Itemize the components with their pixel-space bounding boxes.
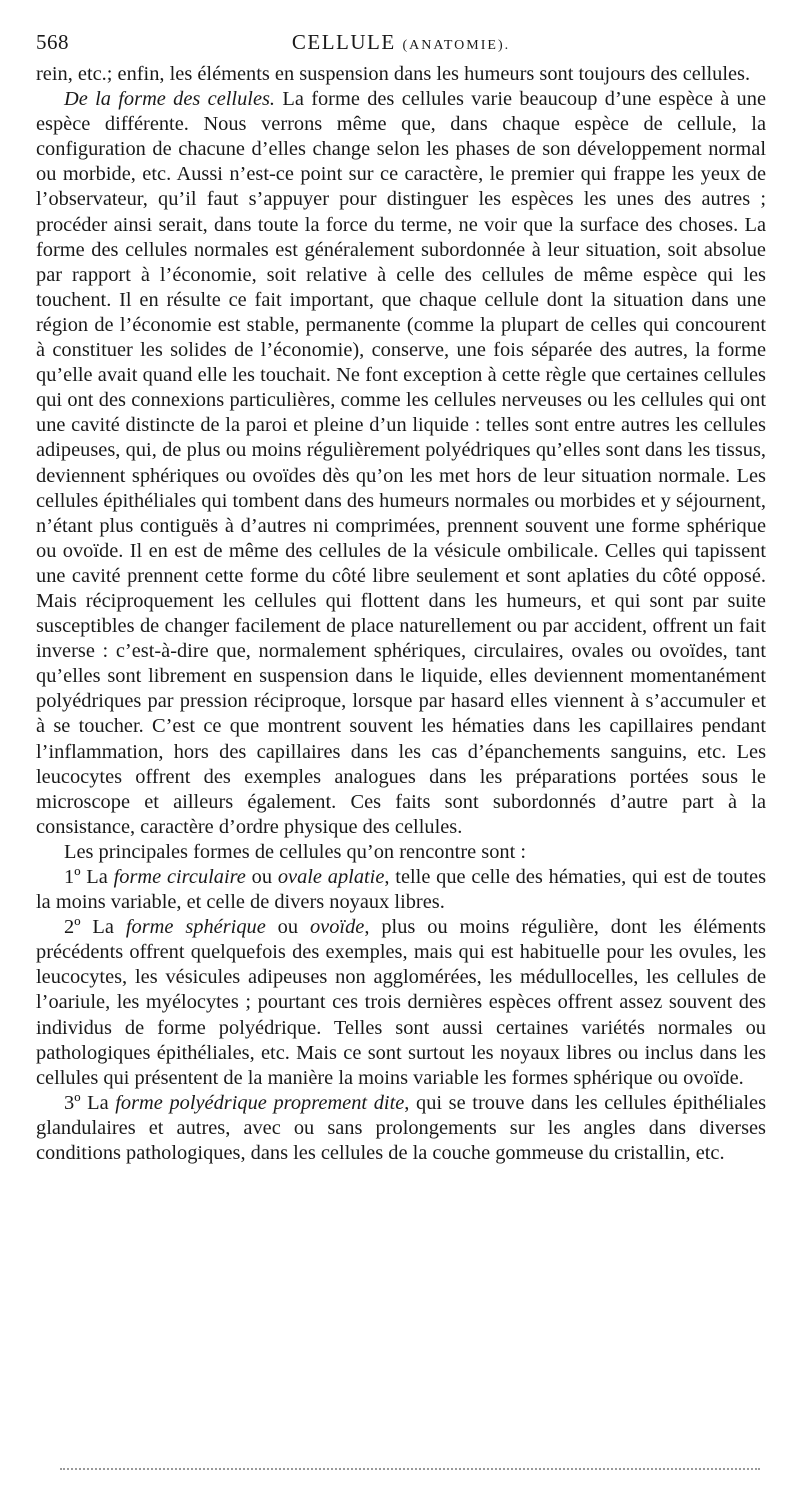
paragraph-list-intro: Les principales formes de cellules qu’on rencontre sont : [64, 840, 527, 863]
body-text [36, 62, 766, 1166]
list-number: 2º La [64, 916, 126, 939]
running-title [36, 30, 766, 55]
term: forme sphérique [125, 916, 266, 939]
term: ovale aplatie [277, 866, 385, 888]
running-header [36, 30, 766, 58]
term: forme circulaire [113, 866, 246, 888]
list-number: 3º La [64, 1091, 116, 1114]
list-item-spherical-form [36, 915, 766, 1091]
paragraph-text: La forme des cellules varie beaucoup d’une espèce à une espèce différente. Nous verrons même que, dans chaque espèce de cellule, la configuration de chacune d’elles change selon les phases de son développement normal ou morbide, etc. Aussi n’est-ce point sur ce caractère, le premier qui frappe les yeux de l’observateur, qu’il faut s’appuyer pour distinguer les espèces les unes des autres ; procéder ainsi serait, dans toute la force du terme, ne voir que la surface des choses. La forme des cellules normales est généralement subordonnée à leur situation, soit absolue par rapport à l’économie, soit relative à celle des cellules de même espèce qui les touchent. Il en résulte ce fait important, que chaque cellule dont la situation dans une région de l’économie est stable, permanente (comme la plupart de celles qui concourent à constituer les solides de l’économie), conserve, une fois séparée des autres, la forme qu’elle avait quand elle les touchait. Ne font exception à cette règle que certaines cellules qui ont des connexions particulières, comme les cellules nerveuses ou les cellules qui ont une cavité distincte de la paroi et pleine d’un liquide : telles sont entre autres les cellules adipeuses, qui, de plus ou moins régulièrement polyédriques qu’elles sont dans les tissus, deviennent sphériques ou ovoïdes dès qu’on les met hors de leur situation normale. Les cellules épithéliales qui tombent dans des humeurs normales ou morbides et y séjournent, n’étant plus contiguës à d’autres ni comprimées, prennent souvent une forme sphérique ou ovoïde. Il en est de même des cellules de la vésicule ombilicale. Celles qui tapissent une cavité prennent cette forme du côté libre seulement et sont aplaties du côté opposé. Mais réciproquement les cellules qui flottent dans les humeurs, et qui sont par suite susceptibles de changer facilement de place naturellement ou par accident, offrent un fait inverse : c’est-à-dire que, normalement sphériques, circulaires, ovales ou ovoïdes, tant qu’elles sont librement en suspension dans le liquide, elles deviennent momentanément polyédriques par pression réciproque, lorsque par hasard elles viennent à s’accumuler et à se toucher. C’est ce que montrent souvent les hématies dans les capillaires pendant l’inflammation, hors des capillaires dans les cas d’épanchements sanguins, etc. Les leucocytes offrent des exemples analogues dans les préparations portées sous le microscope et ailleurs également. Ces faits sont subordonnés d’autre part à la consistance, caractère d’ordre physique des cellules. [36, 88, 767, 838]
page-number: 568 [36, 30, 69, 54]
footer-scan-dots [60, 1468, 760, 1472]
list-text: , qui se trouve dans les cellules épithéliales glandulaires et autres, avec ou sans prolongements sur les angles dans diverses conditions pathologiques, dans les cellules de la couche gommeuse du cristallin, etc. [36, 1091, 767, 1165]
list-text: , plus ou moins régulière, dont les éléments précédents offrent quelquefois des exemples, mais qui est habituelle pour les ovules, les leucocytes, les vésicules adipeuses non agglomérées, les médullocelles, les cellules de l’oariule, les myélocytes ; pourtant ces trois dernières espèces offrent assez souvent des individus de forme polyédrique. Telles sont aussi certaines variétés normales ou pathologiques épithéliales, etc. Mais ce sont surtout les noyaux libres ou inclus dans les cellules qui présentent de la manière la moins variable les formes sphérique ou ovoïde. [36, 916, 766, 1089]
connector: ou [245, 866, 278, 888]
connector: ou [265, 916, 310, 939]
running-title-main: CELLULE [291, 30, 396, 54]
running-title-sub: (ANATOMIE). [402, 38, 511, 53]
paragraph-cell-shape [36, 87, 766, 840]
list-item-circular-form [36, 865, 766, 915]
list-number: 1º La [64, 866, 114, 888]
paragraph-continuation: rein, etc.; enfin, les éléments en suspension dans les humeurs sont toujours des cellules. [36, 63, 751, 85]
term: forme polyédrique proprement dite [115, 1091, 405, 1114]
list-item-polyhedral-form [36, 1091, 766, 1166]
term: ovoïde [309, 916, 365, 939]
section-lead-heading: De la forme des cellules. [64, 88, 276, 111]
list-text: , telle que celle des hématies, qui est de toutes la moins variable, et celle de divers noyaux libres. [36, 866, 766, 914]
